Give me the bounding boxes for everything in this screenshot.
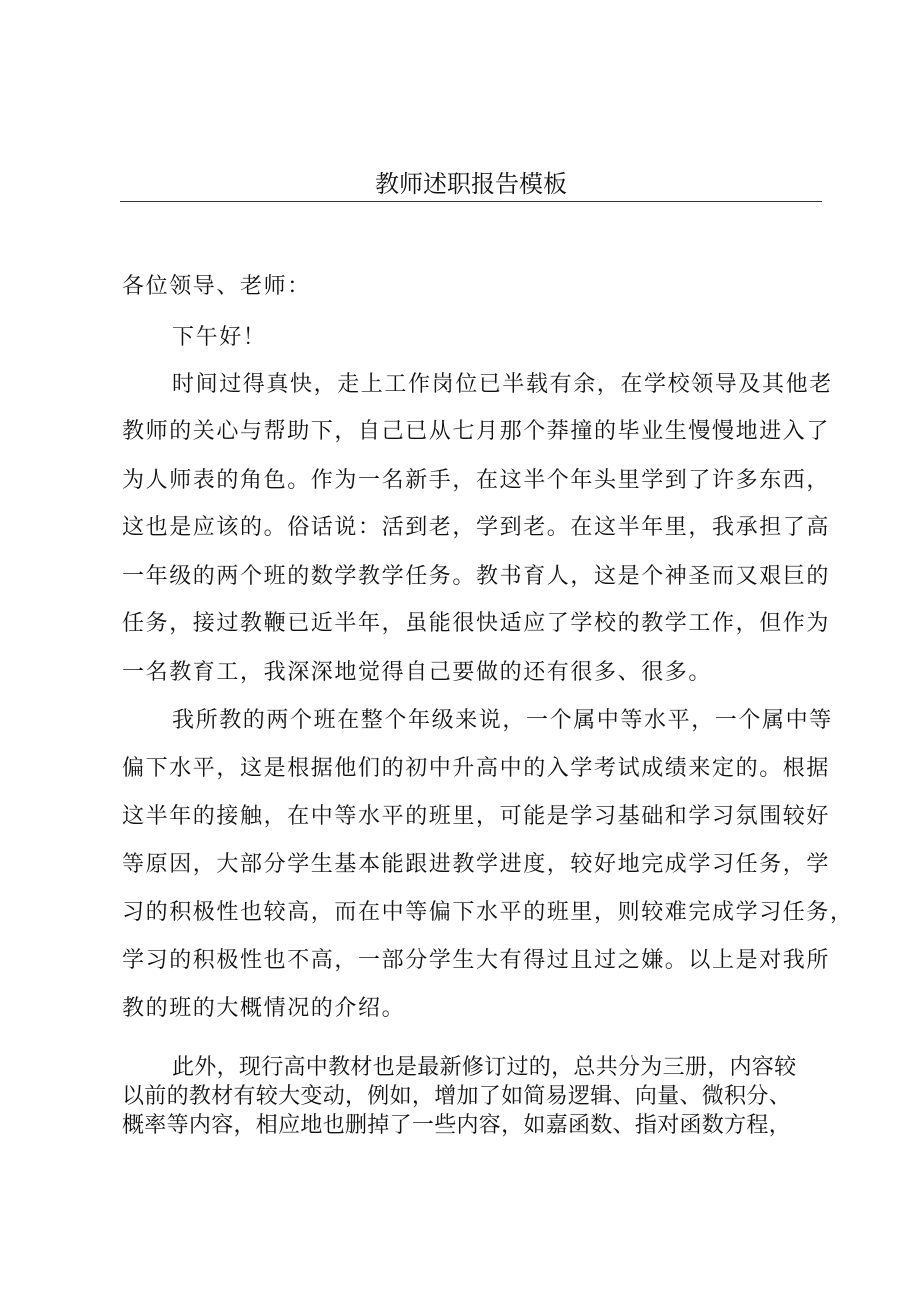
paragraph1-line: 这也是应该的。俗话说：活到老，学到老。在这半年里，我承担了高 — [122, 515, 831, 540]
salutation: 各位领导、老师： — [122, 274, 311, 299]
paragraph1-line: 教师的关心与帮助下，自己已从七月那个莽撞的毕业生慢慢地进入了 — [122, 419, 831, 444]
paragraph1-line: 为人师表的角色。作为一名新手，在这半个年头里学到了许多东西， — [122, 468, 831, 493]
paragraph1-line: 任务，接过教鞭已近半年，虽能很快适应了学校的教学工作，但作为 — [122, 611, 831, 636]
title-underline — [120, 201, 822, 202]
greeting: 下午好！ — [172, 325, 267, 350]
paragraph1-line: 一名教育工，我深深地觉得自己要做的还有很多、很多。 — [122, 660, 713, 685]
document-title: 教师述职报告模板 — [375, 170, 567, 198]
paragraph2-line: 偏下水平，这是根据他们的初中升高中的入学考试成绩来定的。根据 — [122, 756, 831, 781]
paragraph2-line: 等原因，大部分学生基本能跟进教学进度，较好地完成学习任务，学 — [122, 852, 831, 877]
paragraph3-line: 此外，现行高中教材也是最新修订过的，总共分为三册，内容较 — [172, 1055, 797, 1080]
paragraph2-line: 习的积极性也较高，而在中等偏下水平的班里，则较难完成学习任务， — [122, 900, 854, 925]
paragraph1-line: 时间过得真快，走上工作岗位已半载有余，在学校领导及其他老 — [172, 372, 833, 397]
paragraph2-line: 这半年的接触，在中等水平的班里，可能是学习基础和学习氛围较好 — [122, 804, 831, 829]
paragraph3-line: 概率等内容，相应地也删掉了一些内容，如嘉函数、指对函数方程， — [122, 1113, 792, 1138]
paragraph2-line: 我所教的两个班在整个年级来说，一个属中等水平，一个属中等 — [172, 708, 833, 733]
paragraph1-line: 一年级的两个班的数学教学任务。教书育人，这是个神圣而又艰巨的 — [122, 564, 831, 589]
paragraph3-line: 以前的教材有较大变动，例如，增加了如简易逻辑、向量、微积分、 — [122, 1084, 792, 1109]
paragraph2-line: 学习的积极性也不高，一部分学生大有得过且过之嫌。以上是对我所 — [122, 948, 831, 973]
paragraph2-line: 教的班的大概情况的介绍。 — [122, 996, 406, 1021]
